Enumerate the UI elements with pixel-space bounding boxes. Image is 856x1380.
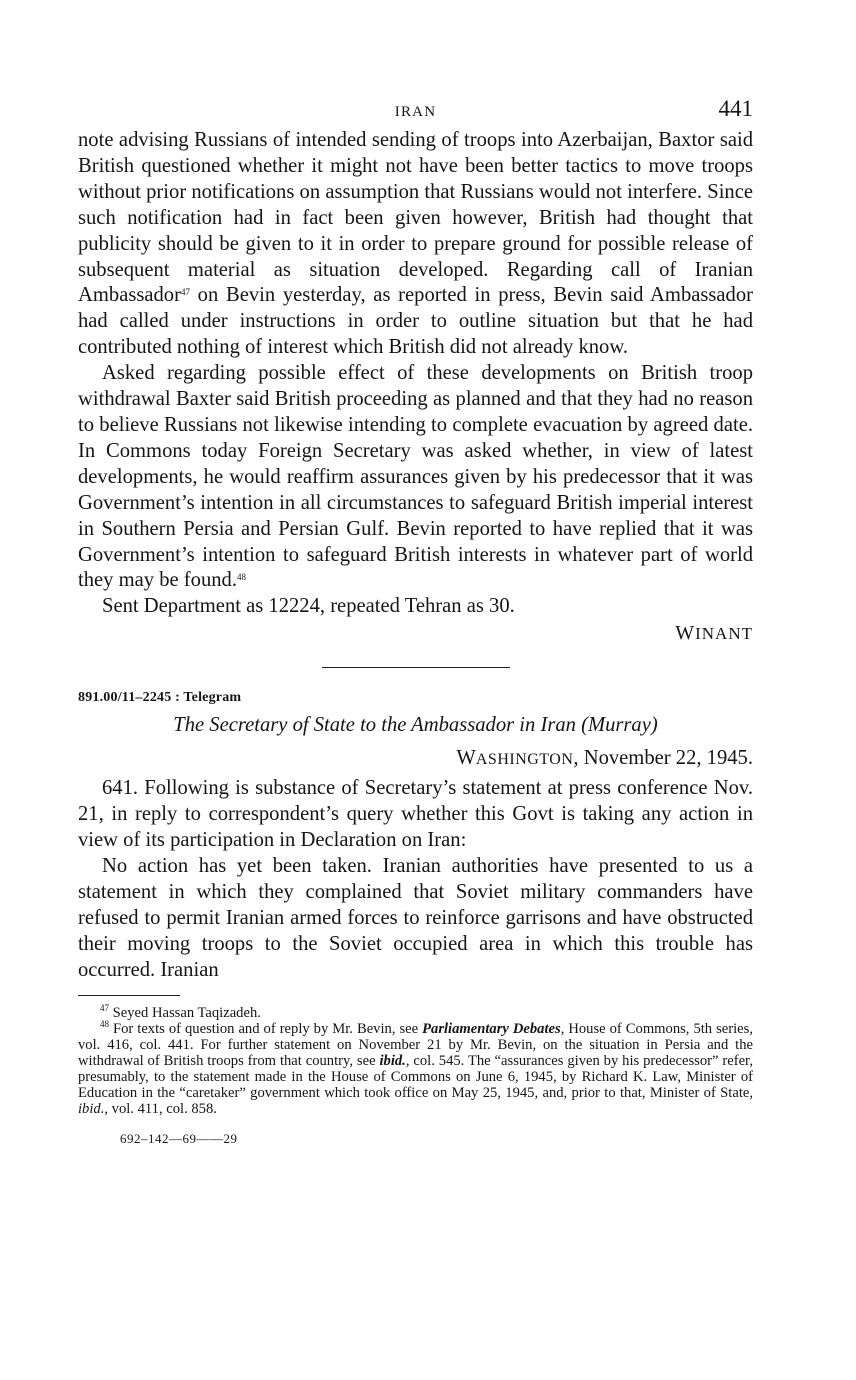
- title-name: Murray: [587, 714, 651, 737]
- dateline-initial: W: [456, 747, 476, 770]
- paragraph-text: Asked regarding possible effect of these developments on British troop withdrawal Baxter said British proceeding as planned and that they had no reason to believe Russians not likewise intending to complete evacuation by agreed date. In Commons today Foreign Secretary was asked whether, in view of latest developments, he would reaffirm assurances given by his predecessor that it was Government’s intention in all circumstances to safeguard British imperial interest in Southern Persia and Persian Gulf. Bevin reported to have replied that it was Government’s intention to safeguard British interests in whatever part of world they may be found.: [78, 362, 753, 592]
- footnote-text: , col. 545. The “assurances given by his predecessor” refer, presumably, to the statement made in the House of Commons on June 6, 1945, by Richard K. Law, Minister of Education in the “caretaker” government which took office on May 25, 1945, and, prior to that, Minister of State,: [78, 1053, 753, 1101]
- title-text: The Secretary of State to the Ambassador in Iran (: [173, 714, 588, 737]
- footnotes: [78, 1003, 753, 1117]
- paragraph-text: on Bevin yesterday, as reported in press, Bevin said Ambassador had called under instructions in order to outline situation but that he had contributed nothing of interest which British did not already know.: [78, 284, 753, 359]
- signature-rest: INANT: [695, 624, 753, 644]
- footnote-number: 47: [100, 1003, 109, 1014]
- footnote-text: , vol. 411, col. 858.: [104, 1100, 217, 1117]
- dateline: [78, 747, 753, 770]
- running-head: IRAN: [394, 104, 437, 120]
- footnote-divider: [78, 995, 180, 996]
- page: [78, 96, 753, 1147]
- paragraph-sent-department: Sent Department as 12224, repeated Tehran as 30.: [102, 595, 515, 618]
- dateline-place: ASHINGTON: [475, 751, 574, 769]
- footnote-47: [78, 1003, 753, 1022]
- section-divider: [322, 667, 510, 668]
- signature-winant: [78, 622, 753, 645]
- dateline-date: , November 22, 1945.: [573, 747, 753, 770]
- footnote-text: Seyed Hassan Taqizadeh.: [109, 1005, 261, 1022]
- page-number: 441: [718, 96, 753, 121]
- footnote-ref-47: 47: [180, 287, 190, 298]
- title-close: ): [650, 714, 658, 737]
- footnote-48: [78, 1019, 753, 1117]
- paragraph-baxter-note: [78, 128, 753, 361]
- page-header: [78, 96, 753, 126]
- signature-initial: W: [675, 622, 696, 645]
- document-title: [78, 714, 753, 737]
- paragraph-no-action: No action has yet been taken. Iranian authorities have presented to us a statement in which they complained that Soviet military commanders have refused to permit Iranian armed forces to reinforce garrisons and have obstructed their moving troops to the Soviet occupied area in which this trouble has occurred. Iranian: [78, 854, 753, 981]
- footnote-ibid: ibid.: [379, 1053, 406, 1070]
- footnote-source: Parliamentary Debates: [422, 1021, 561, 1038]
- footnote-ibid: ibid.: [78, 1100, 105, 1117]
- paragraph-text: note advising Russians of intended sending of troops into Azerbaijan, Baxtor said British questioned whether it might not have been better tactics to move troops without prior notifications on assumption that Russians would not interfere. Since such notification had in fact been given however, British had thought that publicity should be given to it in order to prepare ground for possible release of subsequent material as situation developed. Regarding call of Iranian Ambassador: [78, 129, 753, 307]
- printer-imprint: 692–142—69——29: [120, 1130, 238, 1146]
- footnote-ref-48: 48: [237, 572, 246, 583]
- paragraph-telegram-641: 641. Following is substance of Secretary’s statement at press conference Nov. 21, in reply to correspondent’s query whether this Govt is taking any action in view of its participation in Declaration on Iran:: [78, 777, 753, 852]
- paragraph-troop-withdrawal: [78, 361, 753, 594]
- footnote-number: 48: [100, 1019, 109, 1030]
- footnote-text: , House of Commons, 5th series, vol. 416, col. 441. For further statement on November 21 by Mr. Bevin, on the situation in Persia and the withdrawal of British troops from that country, see: [78, 1021, 753, 1070]
- file-reference: 891.00/11–2245 : Telegram: [78, 690, 242, 706]
- footnote-text: For texts of question and of reply by Mr. Bevin, see: [109, 1021, 423, 1038]
